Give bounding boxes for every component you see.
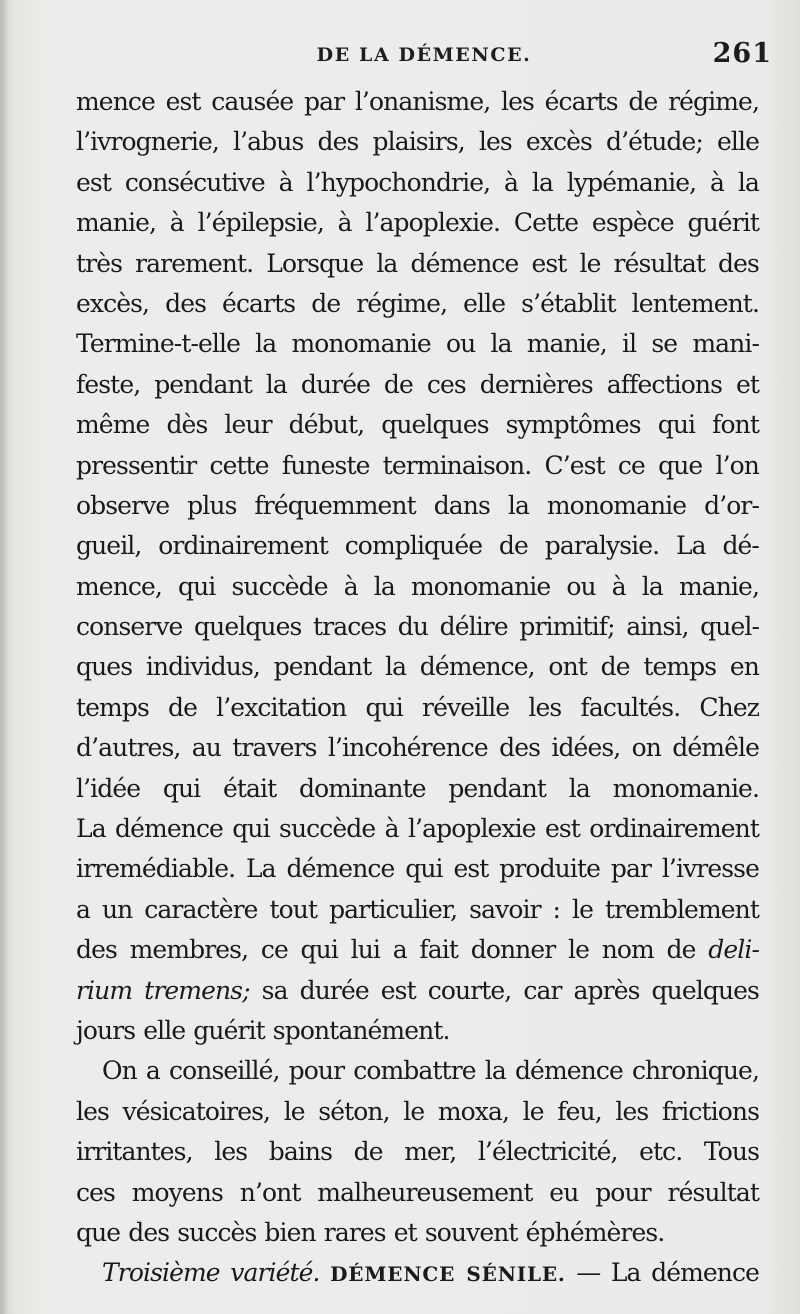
- text-line: mence, qui succède à la monomanie ou à la manie,: [76, 571, 759, 601]
- text-segment: La démence: [610, 1258, 759, 1288]
- em-dash: —: [576, 1258, 601, 1288]
- variety-label: Troisième variété.: [102, 1258, 320, 1288]
- text-line: temps de l’excitation qui réveille les facultés. Chez: [76, 692, 759, 722]
- paragraph-end-line: que des succès bien rares et souvent éphémères.: [76, 1217, 665, 1247]
- text-line: gueil, ordinairement compliquée de paralysie. La dé-: [76, 531, 759, 561]
- text-line: conserve quelques traces du délire primitif; ainsi, quel-: [76, 612, 759, 642]
- text-line: manie, à l’épilepsie, à l’apoplexie. Cette espèce guérit: [76, 208, 759, 238]
- paragraph-end-line: jours elle guérit spontanément.: [76, 1015, 450, 1045]
- text-line: l’ivrognerie, l’abus des plaisirs, les excès d’étude; elle: [76, 127, 759, 157]
- text-line: l’idée qui était dominante pendant la monomanie.: [76, 773, 759, 803]
- text-line: même dès leur début, quelques symptômes qui font: [76, 410, 759, 440]
- text-line: les vésicatoires, le séton, le moxa, le feu, les frictions: [76, 1096, 759, 1126]
- page-number: 261: [712, 38, 772, 69]
- text-line: Termine-t-elle la monomanie ou la manie, il se mani-: [76, 329, 759, 359]
- text-line: ques individus, pendant la démence, ont de temps en: [76, 652, 759, 682]
- text-line: La démence qui succède à l’apoplexie est ordinairement: [76, 814, 759, 844]
- section-heading-line: [76, 1253, 759, 1293]
- text-line: est consécutive à l’hypochondrie, à la lypémanie, à la: [76, 167, 759, 197]
- text-line: observe plus fréquemment dans la monomanie d’or-: [76, 490, 759, 520]
- text-line: irritantes, les bains de mer, l’électricité, etc. Tous: [76, 1137, 759, 1167]
- text-segment: des membres, ce qui lui a fait donner le nom de: [76, 935, 709, 965]
- text-line-delirium: [76, 930, 759, 970]
- italic-term: deli-: [708, 935, 759, 965]
- italic-term: rium tremens;: [76, 975, 250, 1005]
- running-title: DE LA DÉMENCE.: [316, 44, 532, 66]
- text-line: feste, pendant la durée de ces dernières affections et: [76, 369, 759, 399]
- text-line: mence est causée par l’onanisme, les écarts de régime,: [76, 87, 759, 116]
- text-line: irremédiable. La démence qui est produite par l’ivresse: [76, 854, 759, 884]
- running-head: [76, 38, 772, 78]
- paragraph-first-line: On a conseillé, pour combattre la démence chronique,: [102, 1056, 759, 1086]
- spine-shadow: [0, 0, 8, 1314]
- text-line: très rarement. Lorsque la démence est le résultat des: [76, 248, 759, 278]
- section-heading: DÉMENCE SÉNILE.: [330, 1262, 566, 1287]
- text-line-tremens: [76, 971, 759, 1011]
- text-line: d’autres, au travers l’incohérence des idées, on démêle: [76, 733, 759, 763]
- text-line: ces moyens n’ont malheureusement eu pour résultat: [76, 1177, 759, 1207]
- text-segment: sa durée est courte, car après quelques: [249, 975, 759, 1005]
- text-line: a un caractère tout particulier, savoir : le tremblement: [76, 894, 759, 924]
- text-line: pressentir cette funeste terminaison. C’est ce que l’on: [76, 450, 759, 480]
- body-text: [76, 82, 759, 1294]
- text-line: excès, des écarts de régime, elle s’établit lentement.: [76, 288, 759, 318]
